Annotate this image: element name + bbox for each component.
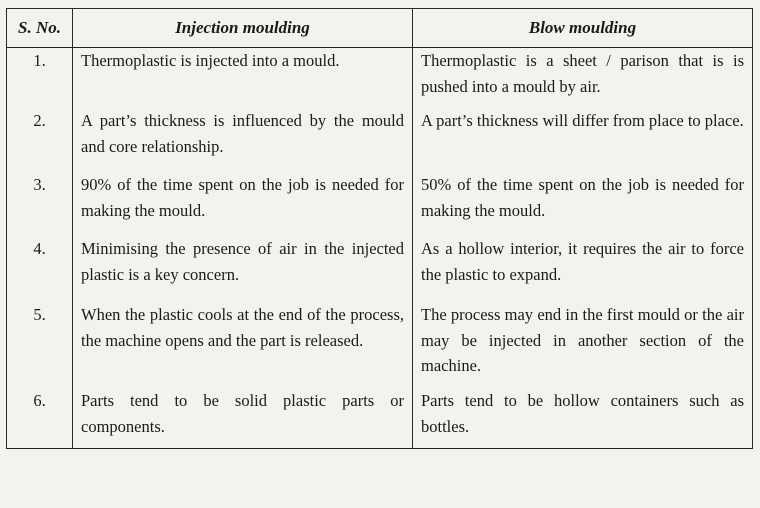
table-row [7, 48, 753, 109]
injection-cell: 90% of the time spent on the job is needed for making the mould. [73, 172, 413, 236]
comparison-table [6, 8, 753, 449]
row-number: 3. [7, 172, 73, 236]
table-body [7, 48, 753, 449]
row-number: 1. [7, 48, 73, 109]
table-row [7, 172, 753, 236]
blow-cell: The process may end in the first mould or the air may be injected in another section of the machine. [413, 302, 753, 388]
injection-cell: When the plastic cools at the end of the process, the machine opens and the part is released. [73, 302, 413, 388]
table-row [7, 236, 753, 302]
blow-cell: A part’s thickness will differ from place to place. [413, 108, 753, 172]
row-number: 6. [7, 388, 73, 449]
header-injection-moulding: Injection moulding [73, 9, 413, 48]
header-blow-moulding: Blow moulding [413, 9, 753, 48]
injection-cell: A part’s thickness is influenced by the mould and core relationship. [73, 108, 413, 172]
blow-cell: 50% of the time spent on the job is needed for making the mould. [413, 172, 753, 236]
table-header [7, 9, 753, 48]
row-number: 5. [7, 302, 73, 388]
table-row [7, 302, 753, 388]
header-sno: S. No. [7, 9, 73, 48]
blow-cell: Thermoplastic is a sheet / parison that is is pushed into a mould by air. [413, 48, 753, 109]
injection-cell: Minimising the presence of air in the injected plastic is a key concern. [73, 236, 413, 302]
row-number: 2. [7, 108, 73, 172]
table-row [7, 108, 753, 172]
injection-cell: Thermoplastic is injected into a mould. [73, 48, 413, 109]
blow-cell: As a hollow interior, it requires the air to force the plastic to expand. [413, 236, 753, 302]
row-number: 4. [7, 236, 73, 302]
header-row [7, 9, 753, 48]
blow-cell: Parts tend to be hollow containers such as bottles. [413, 388, 753, 449]
injection-cell: Parts tend to be solid plastic parts or components. [73, 388, 413, 449]
table-row [7, 388, 753, 449]
